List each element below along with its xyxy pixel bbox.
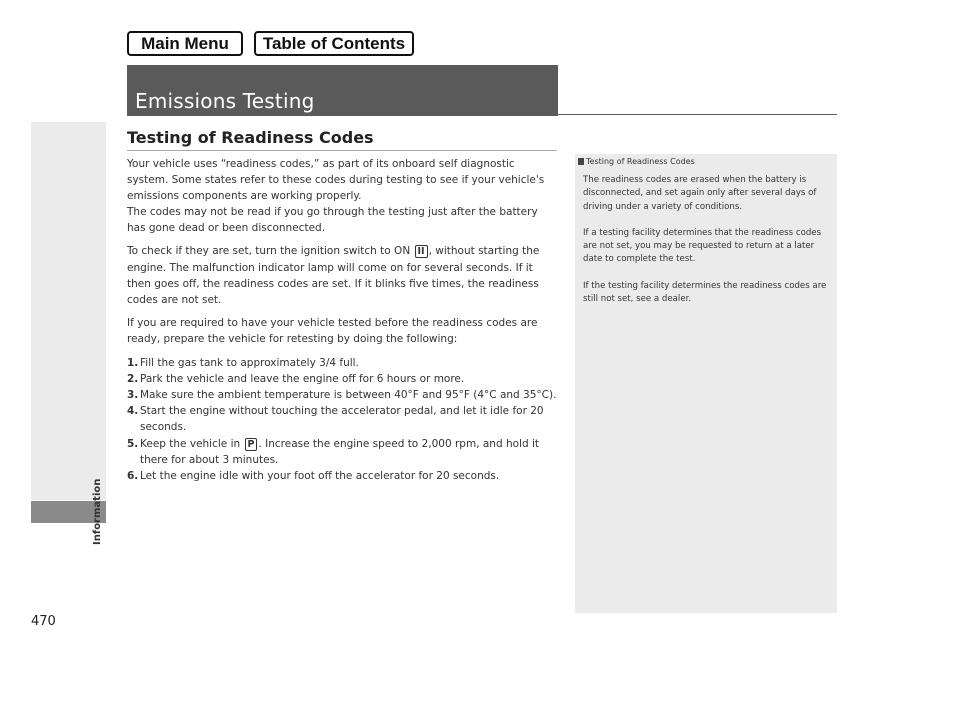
park-key-icon: P [245, 438, 258, 451]
sidebar-note [575, 154, 837, 613]
paragraph-text: , without starting the engine. The malfunction indicator lamp will come on for several seconds. If it then goes off, the readiness codes are set. If it blinks five times, the readiness codes are not set. [127, 245, 540, 306]
table-of-contents-button[interactable]: Table of Contents [254, 31, 414, 56]
note-marker-icon [578, 158, 584, 165]
list-item [127, 387, 559, 403]
list-item [127, 403, 559, 435]
section-heading: Testing of Readiness Codes [127, 128, 374, 147]
sidebar-header [578, 157, 695, 166]
step-number: 3. [127, 389, 139, 402]
paragraph-text: To check if they are set, turn the ignition switch to ON [127, 245, 414, 258]
side-tab [31, 122, 106, 500]
paragraph: If you are required to have your vehicle tested before the readiness codes are ready, prepare the vehicle for retesting by doing the following: [127, 316, 538, 345]
title-divider [558, 114, 837, 115]
step-text: Park the vehicle and leave the engine off for 6 hours or more. [140, 373, 465, 386]
page-title: Emissions Testing [135, 89, 315, 113]
step-text: Fill the gas tank to approximately 3/4 full. [140, 357, 359, 370]
section-divider [127, 150, 557, 151]
list-item [127, 468, 559, 484]
sidebar-header-text: Testing of Readiness Codes [586, 157, 695, 166]
steps-list [127, 355, 559, 484]
step-text: Let the engine idle with your foot off the accelerator for 20 seconds. [140, 469, 500, 482]
ignition-on-key-icon: II [415, 245, 428, 258]
sidebar-body [583, 174, 833, 319]
paragraph [127, 243, 559, 307]
step-text: Keep the vehicle in [140, 437, 244, 450]
step-number: 1. [127, 357, 139, 370]
step-number: 2. [127, 373, 139, 386]
step-text: . Increase the engine speed to 2,000 rpm, and hold it there for about 3 minutes. [140, 437, 539, 466]
list-item [127, 371, 559, 387]
step-number: 5. [127, 437, 139, 450]
step-number: 4. [127, 405, 139, 418]
side-tab-label [92, 535, 103, 545]
list-item [127, 436, 559, 468]
step-text: Make sure the ambient temperature is between 40°F and 95°F (4°C and 35°C). [140, 389, 557, 402]
sidebar-paragraph: If a testing facility determines that the readiness codes are not set, you may be requested to return at a later date to complete the test. [583, 227, 822, 265]
sidebar-paragraph: The readiness codes are erased when the battery is disconnected, and set again only after several days of driving under a variety of conditions. [583, 175, 817, 212]
paragraph: The codes may not be read if you go through the testing just after the battery has gone dead or been disconnected. [127, 206, 538, 235]
sidebar-paragraph: If the testing facility determines the readiness codes are still not set, see a dealer. [583, 280, 827, 305]
page-number: 470 [31, 614, 56, 629]
list-item [127, 355, 559, 371]
main-body [127, 156, 559, 484]
main-menu-button[interactable]: Main Menu [127, 31, 243, 56]
paragraph: Your vehicle uses “readiness codes,” as part of its onboard self diagnostic system. Some states refer to these codes during testing to see if your vehicle's emissions components are working properly. [127, 158, 545, 203]
step-number: 6. [127, 469, 139, 482]
page-title-bar [127, 65, 558, 116]
step-text: Start the engine without touching the accelerator pedal, and let it idle for 20 seconds. [140, 405, 544, 434]
